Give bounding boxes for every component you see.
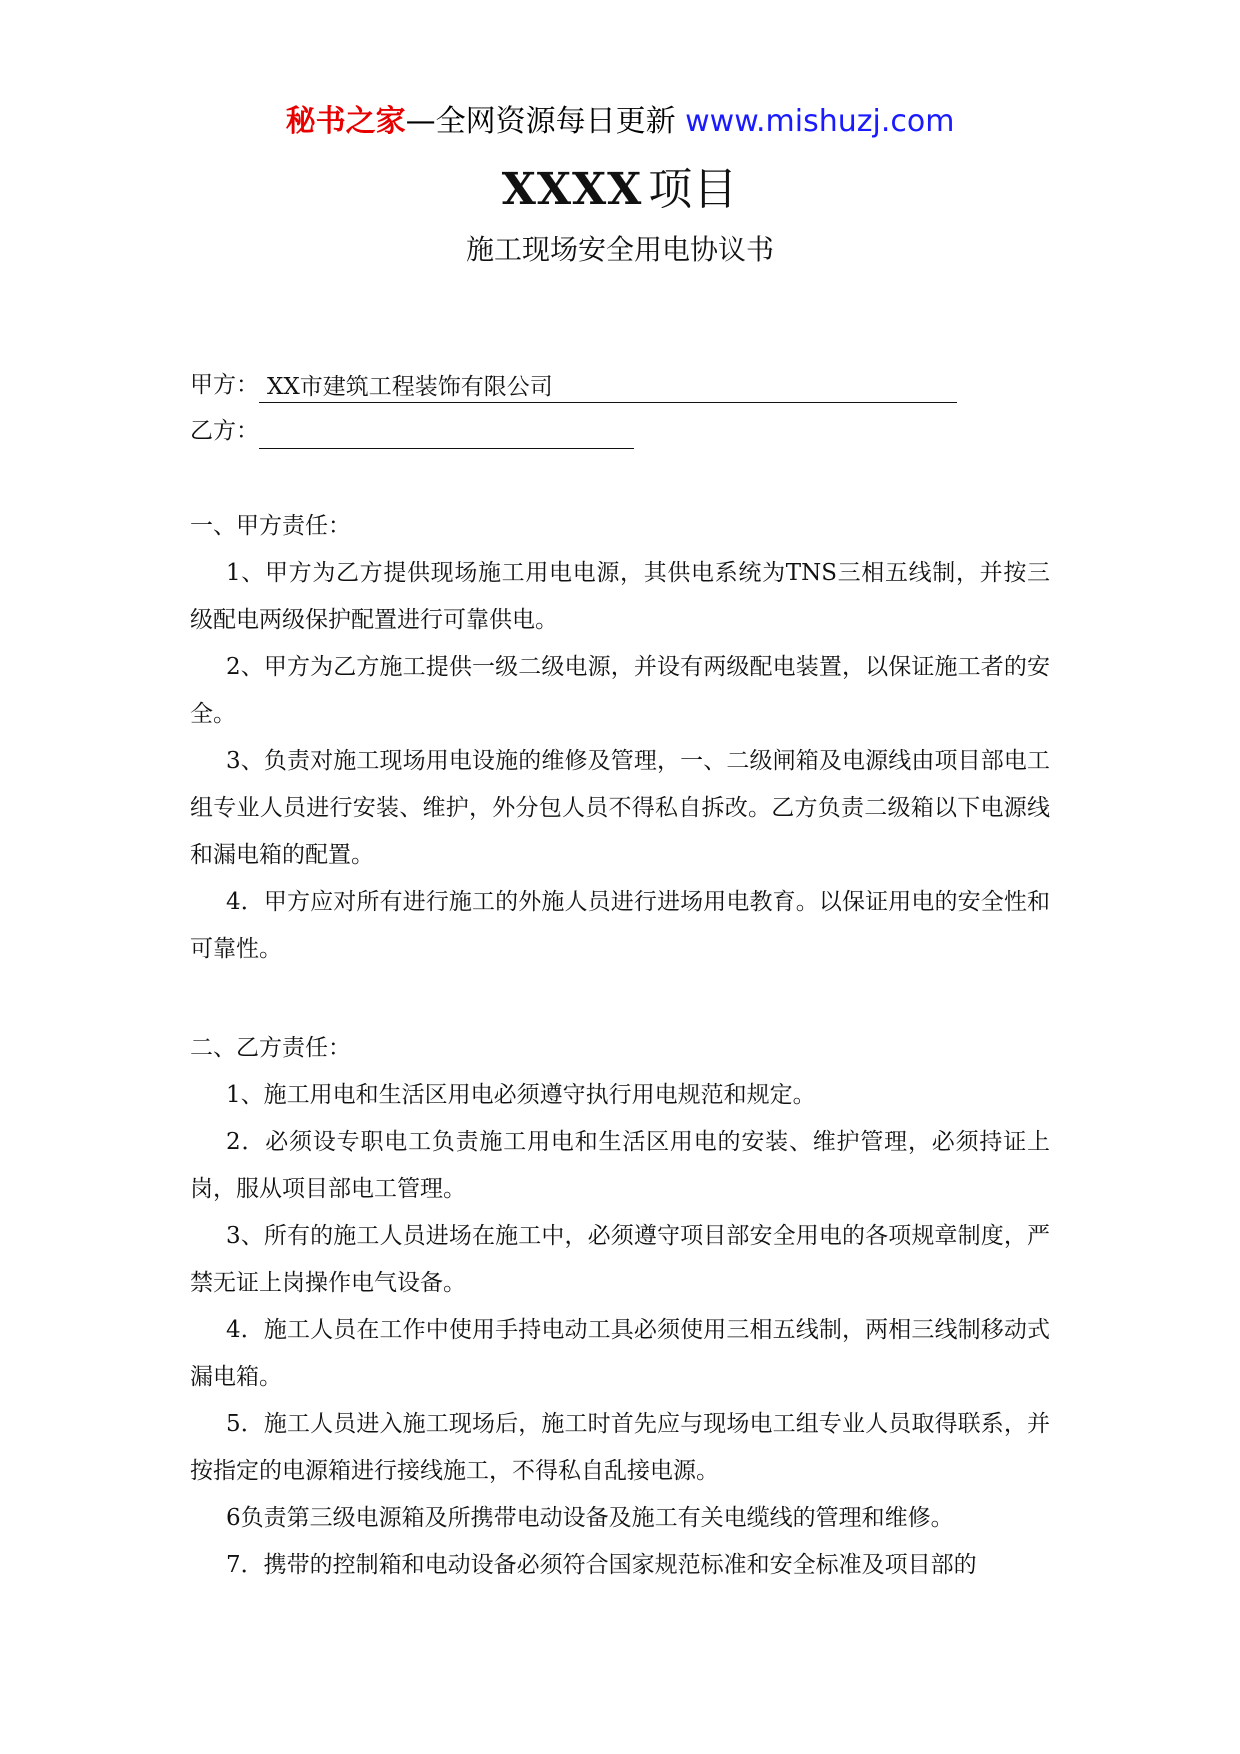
party-b-label: 乙方： [190, 418, 259, 444]
clause-item: 4．甲方应对所有进行施工的外施人员进行进场用电教育。以保证用电的安全性和可靠性。 [190, 889, 1050, 962]
clause-item: 3、负责对施工现场用电设施的维修及管理，一、二级闸箱及电源线由项目部电工组专业人员进行安装、维护，外分包人员不得私自拆改。乙方负责二级箱以下电源线和漏电箱的配置。 [190, 748, 1050, 868]
party-a-row [190, 367, 957, 403]
clause-item: 7．携带的控制箱和电动设备必须符合国家规范标准和安全标准及项目部的 [226, 1552, 977, 1578]
clause-item: 3、所有的施工人员进场在施工中，必须遵守项目部安全用电的各项规章制度，严禁无证上岗操作电气设备。 [190, 1223, 1050, 1296]
clause-item: 1、甲方为乙方提供现场施工用电电源，其供电系统为TNS三相五线制，并按三级配电两级保护配置进行可靠供电。 [190, 560, 1050, 633]
title-latin: XXXX [501, 164, 643, 215]
header-tagline: —全网资源每日更新 [405, 104, 676, 139]
section-2-clauses [190, 1072, 1050, 1589]
party-b-value [259, 418, 634, 449]
section-1-clauses [190, 550, 1050, 973]
site-header-banner [0, 100, 1240, 144]
section-2-heading: 二、乙方责任： [190, 1035, 351, 1061]
clause-item: 5．施工人员进入施工现场后，施工时首先应与现场电工组专业人员取得联系，并按指定的电源箱进行接线施工，不得私自乱接电源。 [190, 1411, 1050, 1484]
party-a-label: 甲方： [190, 372, 259, 398]
clause-item: 2．必须设专职电工负责施工用电和生活区用电的安装、维护管理，必须持证上岗，服从项目部电工管理。 [190, 1129, 1050, 1202]
document-title [0, 160, 1240, 220]
site-url-link[interactable]: www.mishuzj.com [685, 104, 955, 139]
document-subtitle: 施工现场安全用电协议书 [465, 233, 774, 266]
section-1-heading: 一、甲方责任： [190, 513, 351, 539]
clause-item: 4．施工人员在工作中使用手持电动工具必须使用三相五线制，两相三线制移动式漏电箱。 [190, 1317, 1050, 1390]
party-a-value: XX市建筑工程装饰有限公司 [259, 372, 957, 403]
clause-item: 2、甲方为乙方施工提供一级二级电源，并设有两级配电装置，以保证施工者的安全。 [190, 654, 1050, 727]
party-b-row [190, 413, 634, 449]
brand-name: 秘书之家 [285, 104, 406, 139]
clause-item: 6负责第三级电源箱及所携带电动设备及施工有关电缆线的管理和维修。 [226, 1505, 954, 1531]
clause-item: 1、施工用电和生活区用电必须遵守执行用电规范和规定。 [226, 1082, 816, 1108]
title-cn: 项目 [648, 164, 739, 215]
